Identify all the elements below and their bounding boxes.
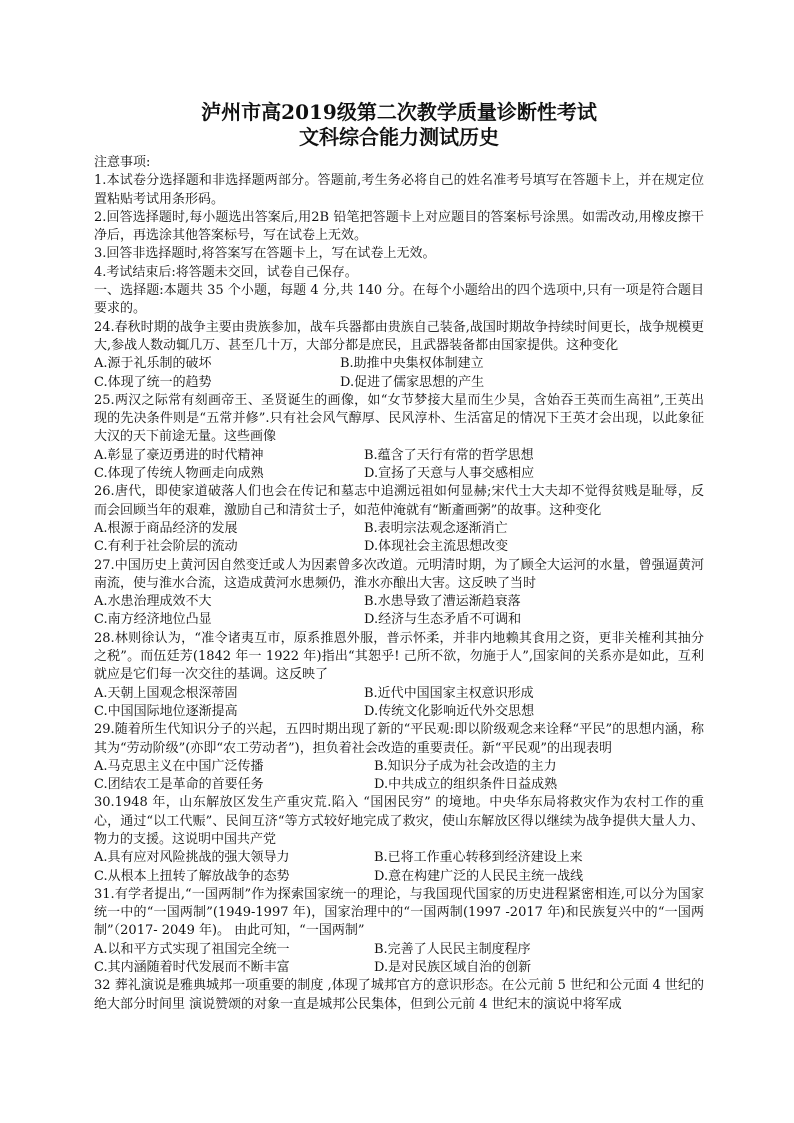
- question-stem: 32 葬礼演说是雅典城邦一项重要的制度 ,体现了城邦官方的意识形态。在公元前 5 世纪和公元面 4 世纪的绝大部分时间里 演说赞颂的对象一直是城邦公民集体，但到公元前 4 世纪末的演说中将军成: [94, 978, 704, 1012]
- option: A.以和平方式实现了祖国完全统一: [94, 941, 290, 957]
- question-stem: 25.两汉之际常有刻画帝王、圣贤诞生的画像，如“女节梦接大星而生少昊，含始吞王英而生高祖”,王英出现的先决条件则是“五常并修”.只有社会风气醇厚、民风淳朴、生活富足的情况下王英才会出现，以此象征大汉的天下前途无量。这些画像: [94, 392, 704, 445]
- option: B.近代中国国家主权意识形成: [364, 685, 534, 701]
- exam-title: 泸州市高2019级第二次教学质量诊断性考试: [201, 100, 597, 124]
- question-stem: 26.唐代，即使家道破落人们也会在传记和墓志中追溯远祖如何显赫;宋代士大夫却不觉得贫贱是耻辱，反而会回顾当年的艰难，激励自己和清贫士子，如范仲淹就有“断齑画粥”的故事。这种变化: [94, 484, 704, 518]
- note-2: 2.回答选择题时,每小题选出答案后,用2B 铅笔把答题卡上对应题目的答案标号涂黑。如需改动,用橡皮擦干净后，再选涂其他答案标号，写在试卷上无效。: [94, 209, 704, 244]
- exam-page: [94, 100, 704, 1014]
- note-3: 3.回答非选择题时,将答案写在答题卡上，写在试卷上无效。: [94, 246, 436, 262]
- option-row: [94, 465, 704, 483]
- option-row: [94, 703, 704, 721]
- option: B.已将工作重心转移到经济建设上来: [374, 850, 583, 866]
- question-stem: 24.春秋时期的战争主要由贵族参加，战车兵器都由贵族自己装备,战国时期故争持续时间更长，战争规模更大,参战人数动辄几万、甚至几十万，大部分都是庶民，且武器装备都由国家提供。这种变化: [94, 319, 704, 353]
- option: C.团结农工是革命的首要任务: [94, 777, 264, 793]
- option: A.源于礼乐制的破坏: [94, 356, 212, 372]
- option: C.其内涵随着时代发展而不断丰富: [94, 960, 290, 976]
- option-row: [94, 758, 704, 776]
- option: D.经济与生态矛盾不可调和: [364, 612, 522, 628]
- question-stem: 27.中国历史上黄河因自然变迁或人为因素曾多次改道。元明清时期，为了顾全大运河的水量，曾强逼黄河南流，使与淮水合流，这造成黄河水患频仍，淮水亦酿出大害。这反映了当时: [94, 557, 704, 591]
- option-row: [94, 520, 704, 538]
- option: B.蕴含了天行有常的哲学思想: [364, 447, 534, 463]
- option: C.从根本上扭转了解放战争的态势: [94, 868, 290, 884]
- option-row: [94, 611, 704, 629]
- exam-subtitle: 文科综合能力测试历史: [299, 125, 499, 149]
- option: B.知识分子成为社会改造的主力: [374, 758, 557, 774]
- note-4: 4.考试结束后:将答题未交回，试卷自己保存。: [94, 264, 358, 280]
- question-stem: 30.1948 年，山东解放区发生产重灾荒.陷入 “国困民穷” 的境地。中央华东局将救灾作为农村工作的重心，通过“以工代赈”、民间互济“等方式较好地完成了救灾，使山东解放区得以继续为战争提供大量人力、物力的支援。这说明中国共产党: [94, 795, 704, 847]
- option: C.体现了统一的趋势: [94, 374, 212, 390]
- option: A.天朝上国观念根深蒂固: [94, 685, 238, 701]
- option-row: [94, 959, 704, 977]
- question-stem: 28.林则徐认为，“准令诸夷互市，原系推恩外服，普示怀柔，并非内地赖其食用之资，更非关榷利其抽分之税”。而伍廷芳(1842 年一 1922 年)指出“其恕乎! 己所不欲，勿施于人”,国家间的关系亦是如此，互利就应是它们每一次交往的基调。这反映了: [94, 630, 704, 683]
- option: A.具有应对风险挑战的强大领导力: [94, 850, 290, 866]
- option: B.助推中央集权体制建立: [340, 356, 484, 372]
- option: A.水患治理成效不大: [94, 594, 212, 610]
- option-row: [94, 355, 704, 373]
- option: B.表明宗法观念逐渐消亡: [364, 520, 508, 536]
- option: D.是对民族区域自治的创新: [374, 960, 532, 976]
- option-row: [94, 849, 704, 867]
- option-row: [94, 538, 704, 556]
- option-row: [94, 374, 704, 392]
- option: C.体现了传统人物画走向成熟: [94, 466, 264, 482]
- notes-heading: 注意事项:: [94, 155, 151, 170]
- option: A.马克思主义在中国广泛传播: [94, 758, 264, 774]
- option: B.水患导致了漕运渐趋衰落: [364, 594, 521, 610]
- option: D.宣扬了天意与人事交感相应: [364, 466, 535, 482]
- option: D.促进了儒家思想的产生: [340, 374, 485, 390]
- option: A.根源于商品经济的发展: [94, 520, 238, 536]
- option-row: [94, 868, 704, 886]
- option: C.中国国际地位逐渐提高: [94, 703, 238, 719]
- option-row: [94, 447, 704, 465]
- option: D.体现社会主流思想改变: [364, 539, 509, 555]
- question-stem: 29.随着所生代知识分子的兴起，五四时期出现了新的“平民观:即以阶级观念来诠释“平民”的思想内涵，称其为“劳动阶级”(亦即“农工劳动者”)，担负着社会改造的重要责任。新“平民观”的出现表明: [94, 722, 704, 756]
- option: C.南方经济地位凸显: [94, 612, 212, 628]
- option-row: [94, 685, 704, 703]
- section-intro: 一、选择题:本题共 35 个小题，每题 4 分,共 140 分。在每个小题给出的四个选项中,只有一项是符合题目要求的。: [94, 283, 704, 317]
- option: D.意在构建广泛的人民民主统一战线: [374, 868, 584, 884]
- option-row: [94, 776, 704, 794]
- option: A.彰显了豪迈勇进的时代精神: [94, 447, 264, 463]
- question-stem: 31.有学者提出,“一国两制”作为探索国家统一的理论，与我国现代国家的历史进程紧密相连,可以分为国家统一中的“一国两制”(1949-1997 年)，国家治理中的“一国两制(1997 -2017 年)和民族复兴中的“一国两制”（2017- 2049 年)。 由此可知，“一国两制”: [94, 886, 704, 939]
- option: B.完善了人民民主制度程序: [374, 941, 531, 957]
- option-row: [94, 941, 704, 959]
- note-1: 1.本试卷分选择题和非选择题两部分。答题前,考生务必将自己的姓名准考号填写在答题卡上，并在规定位置粘贴考试用条形码。: [94, 173, 704, 207]
- option: C.有利于社会阶层的流动: [94, 539, 238, 555]
- option-row: [94, 593, 704, 611]
- option: D.传统文化影响近代外交思想: [364, 703, 535, 719]
- option: D.中共成立的组织条件日益成熟: [374, 777, 558, 793]
